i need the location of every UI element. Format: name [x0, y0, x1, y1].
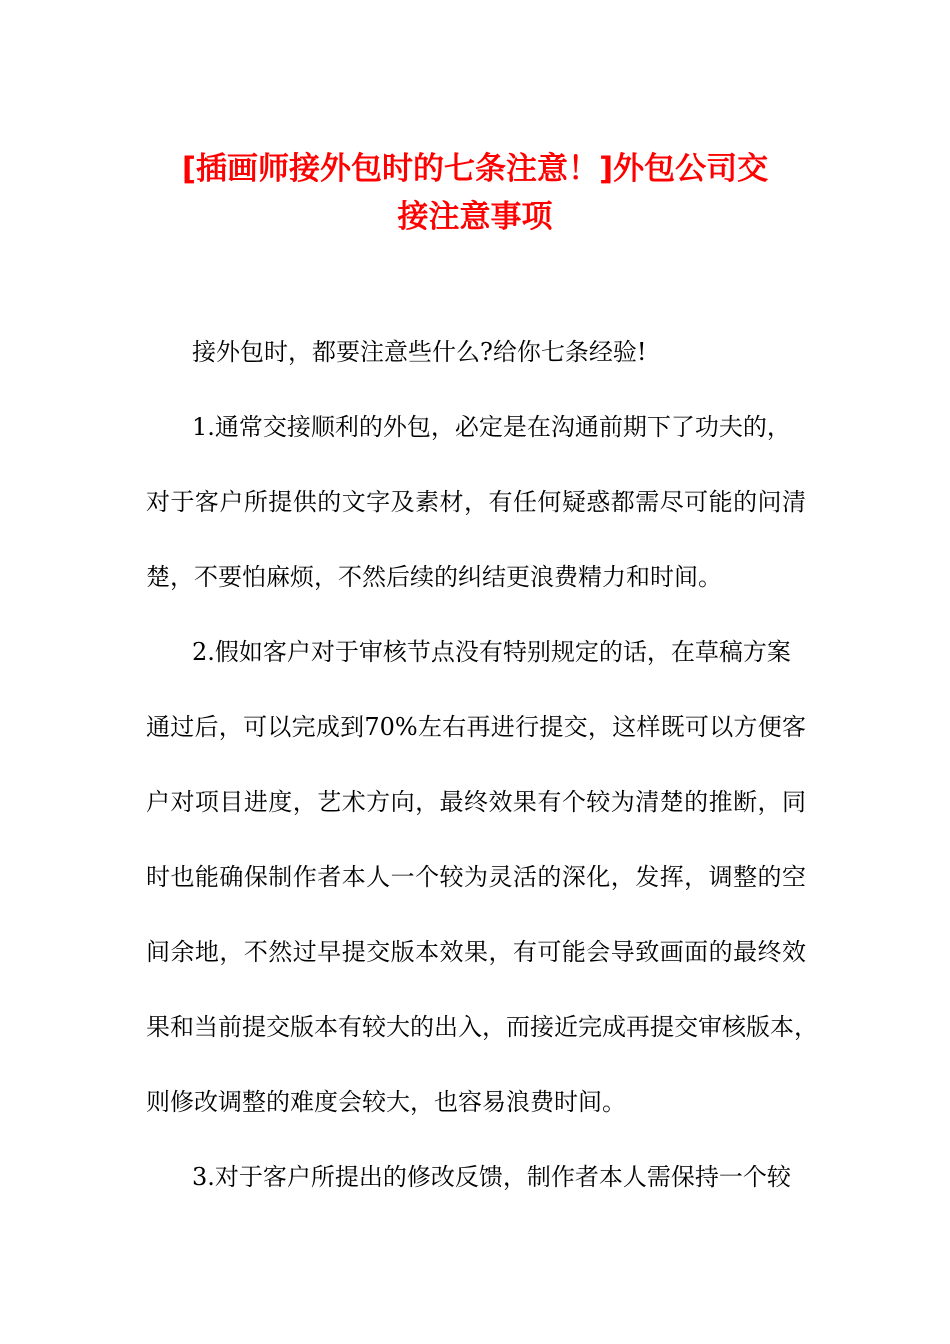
paragraph-1-line-3: 楚，不要怕麻烦，不然后续的纠结更浪费精力和时间。: [146, 563, 722, 591]
paragraph-2-line-5: 间余地，不然过早提交版本效果，有可能会导致画面的最终效: [146, 938, 806, 966]
intro-line: 接外包时，都要注意些什么?给你七条经验!: [192, 338, 647, 366]
paragraph-3-line-1: 3.对于客户所提出的修改反馈，制作者本人需保持一个较: [192, 1163, 791, 1191]
paragraph-2-line-3: 户对项目进度，艺术方向，最终效果有个较为清楚的推断，同: [146, 788, 806, 816]
document-title-line-2: 接注意事项: [397, 199, 553, 235]
paragraph-2-line-6: 果和当前提交版本有较大的出入，而接近完成再提交审核版本，: [146, 1013, 818, 1041]
paragraph-1-line-1: 1.通常交接顺利的外包，必定是在沟通前期下了功夫的，: [192, 413, 791, 441]
paragraph-2-line-2: 通过后，可以完成到70%左右再进行提交，这样既可以方便客: [146, 713, 806, 741]
paragraph-1-line-2: 对于客户所提供的文字及素材，有任何疑惑都需尽可能的问清: [146, 488, 806, 516]
paragraph-2-line-4: 时也能确保制作者本人一个较为灵活的深化，发挥，调整的空: [146, 863, 806, 891]
paragraph-2-line-7: 则修改调整的难度会较大，也容易浪费时间。: [146, 1088, 626, 1116]
document-title-line-1: [插画师接外包时的七条注意！]外包公司交: [181, 151, 769, 187]
paragraph-2-line-1: 2.假如客户对于审核节点没有特别规定的话，在草稿方案: [192, 638, 791, 666]
